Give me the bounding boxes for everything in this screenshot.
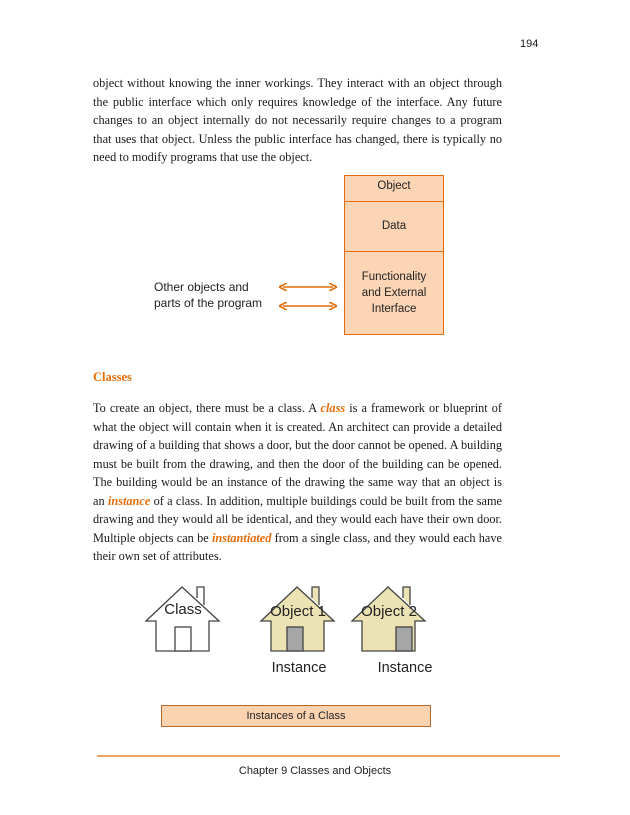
object-box-data: Data (381, 220, 407, 232)
object-box-divider-1 (345, 201, 443, 202)
section-heading-classes: Classes (93, 370, 132, 384)
object-box (344, 175, 444, 335)
interface-line-3: Interface (371, 303, 417, 315)
other-objects-label (154, 279, 262, 311)
house-class-label: Class (164, 601, 202, 618)
keyword-class: class (320, 401, 346, 415)
instance-label-2: Instance (377, 660, 433, 676)
house-class-drawing (146, 587, 219, 651)
interface-line-2: and External (361, 287, 427, 299)
para2-text-4: from a single class, and they would each have their own set of attributes. (93, 530, 502, 563)
house-object1-label: Object 1 (270, 603, 326, 620)
object-box-interface (345, 269, 443, 317)
page-number: 194 (520, 38, 539, 50)
keyword-instance: instance (107, 493, 151, 508)
house-object2-label: Object 2 (361, 603, 417, 620)
keyword-instantiated: instantiated (211, 530, 272, 545)
interface-line-1: Functionality (361, 271, 427, 283)
object-box-title: Object (377, 180, 411, 192)
figure-caption: Instances of a Class (161, 705, 431, 727)
para2-text-2: is a framework or blueprint of what the object will contain when it is created. An architect can provide a detailed drawing of a building that shows a door, but the door cannot be opened. A building must be built from the drawing, and then the door of the building can be opened. The building would be an instance of the drawing the same way that an object is an (93, 401, 503, 508)
instance-label-1: Instance (271, 660, 327, 676)
footer-chapter-title: Chapter 9 Classes and Objects (238, 765, 392, 777)
para2-text-3: of a class. In addition, multiple buildings could be built from the same drawing and they would all be identical, and they would each have their own door. Multiple objects can be (93, 493, 502, 545)
para2-text-1: To create an object, there must be a class. A (93, 401, 321, 415)
other-objects-line-1: Other objects and (154, 280, 249, 294)
paragraph-classes (93, 399, 502, 566)
paragraph-intro: object without knowing the inner workings. They interact with an object through the public interface which only requires knowledge of the interface. Any future changes to an object internally do not necessarily require changes to a program that uses that object. Unless the public interface has changed, there is typically no need to modify programs that use the object. (93, 76, 502, 164)
object-box-divider-2 (345, 251, 443, 252)
other-objects-line-2: parts of the program (154, 296, 263, 310)
